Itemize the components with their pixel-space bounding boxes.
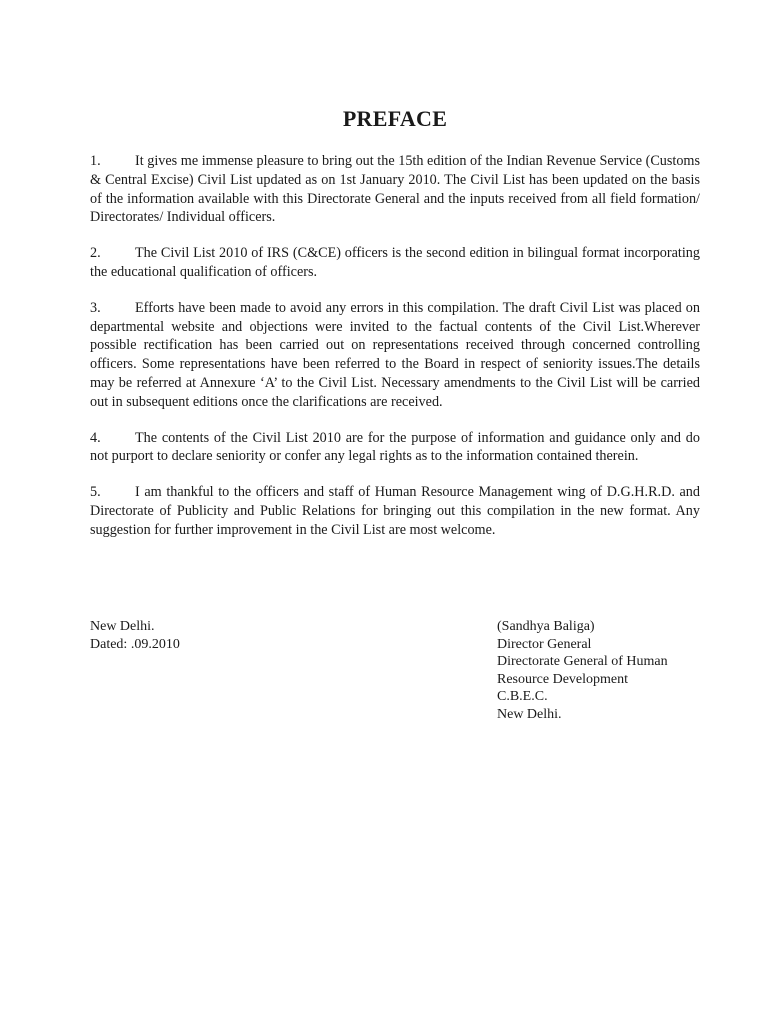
preface-body	[90, 152, 700, 557]
date-text: Dated: .09.2010	[90, 636, 180, 652]
paragraph-text: I am thankful to the officers and staff of Human Resource Management wing of D.G.H.R.D. and Directorate of Publicity and Public Relations for bringing out this compilation in the new format. Any suggestion for further improvement in the Civil List are most welcome.	[90, 484, 700, 538]
paragraph-number: 5.	[90, 484, 101, 501]
paragraph-3	[90, 299, 700, 412]
signatory-office-line2: Resource Development	[497, 671, 629, 687]
paragraph-2	[90, 244, 700, 282]
paragraph-text: The Civil List 2010 of IRS (C&CE) officers is the second edition in bilingual format incorporating the educational qualification of officers.	[90, 245, 700, 280]
paragraph-number: 2.	[90, 245, 101, 262]
signature-block	[497, 618, 668, 723]
paragraph-text: Efforts have been made to avoid any errors in this compilation. The draft Civil List was placed on departmental website and objections were invited to the factual contents of the Civil List.Wherever possible rectification has been carried out on representations received through concerned controlling officers. Some representations have been referred to the Board in respect of seniority issues.The details may be referred at Annexure ‘A’ to the Civil List. Necessary amendments to the Civil List will be carried out in subsequent editions once the clarifications are received.	[90, 299, 700, 410]
paragraph-number: 3.	[90, 299, 101, 316]
signatory-designation: Director General	[497, 636, 592, 652]
signatory-city: New Delhi.	[497, 706, 562, 722]
paragraph-number: 4.	[90, 429, 101, 446]
page-title: PREFACE	[342, 106, 448, 131]
paragraph-4	[90, 429, 700, 467]
signatory-org: C.B.E.C.	[497, 689, 548, 704]
signatory-name: (Sandhya Baliga)	[497, 619, 595, 634]
signatory-office-line1: Directorate General of Human	[497, 654, 668, 669]
place-date-block	[90, 618, 180, 653]
paragraph-1	[90, 152, 700, 227]
place-text: New Delhi.	[90, 619, 155, 634]
paragraph-number: 1.	[90, 153, 101, 169]
paragraph-text: It gives me immense pleasure to bring out the 15th edition of the Indian Revenue Service (Customs & Central Excise) Civil List updated as on 1st January 2010. The Civil List has been updated on the basis of the information available with this Directorate General and the inputs received from all field formation/ Directorates/ Individual officers.	[90, 153, 700, 226]
paragraph-text: The contents of the Civil List 2010 are for the purpose of information and guidance only and do not purport to declare seniority or confer any legal rights as to the information contained therein.	[90, 429, 700, 465]
paragraph-5	[90, 483, 700, 539]
